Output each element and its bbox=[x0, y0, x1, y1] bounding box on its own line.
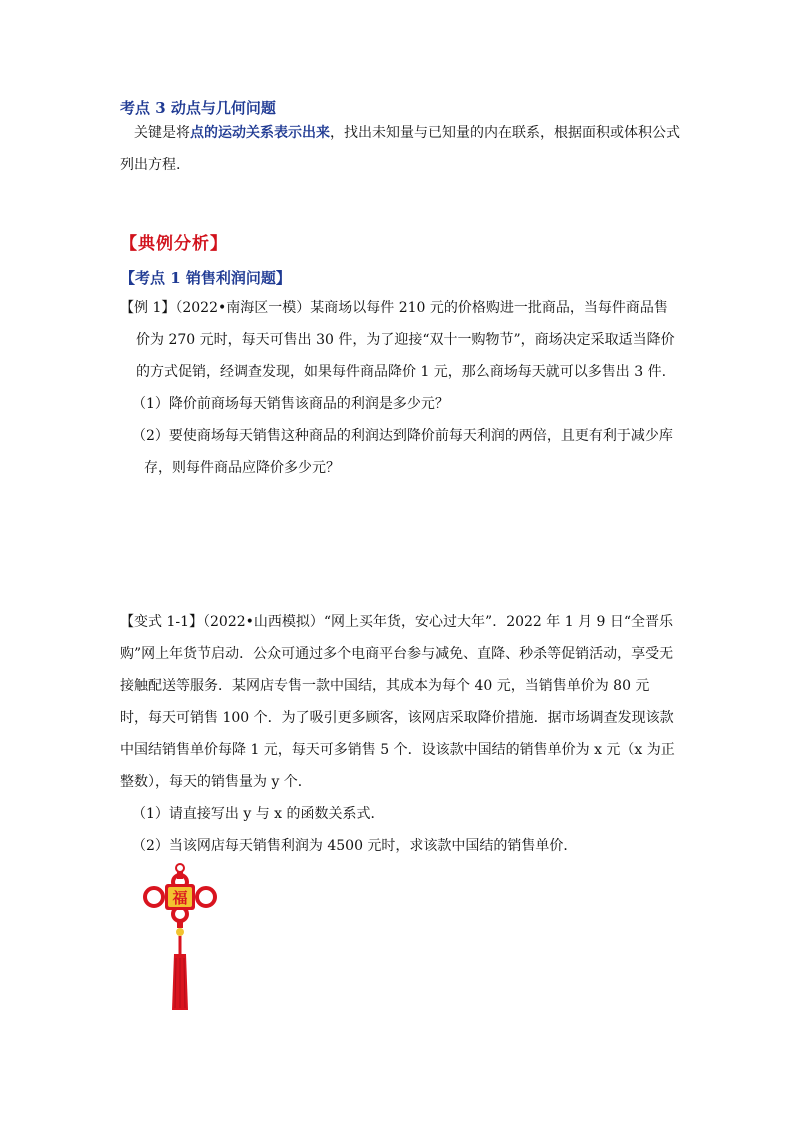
variant-1-1-label: 【变式 1-1】 bbox=[120, 614, 203, 630]
example-1 bbox=[120, 292, 676, 484]
variant-1-1-stem bbox=[120, 606, 676, 798]
kaodian3-pre: 关键是将 bbox=[134, 125, 190, 141]
sub-heading: 【考点 1 销售利润问题】 bbox=[120, 269, 291, 287]
kaodian3-title: 考点 3 动点与几何问题 bbox=[120, 99, 276, 117]
knot-character: 福 bbox=[172, 889, 188, 907]
kaodian3-highlight: 点的运动关系表示出来 bbox=[190, 125, 330, 141]
kaodian3-body bbox=[120, 117, 680, 181]
kaodian3-post: ，找出未知量与已知量的内在联系，根据面积或体积公式列出方程. bbox=[120, 125, 680, 173]
variant-1-1-question-1: （1）请直接写出 y 与 x 的函数关系式． bbox=[132, 806, 385, 822]
example-1-label: 【例 1】 bbox=[120, 300, 176, 316]
variant-1-1-question-2: （2）当该网店每天销售利润为 4500 元时，求该款中国结的销售单价． bbox=[132, 838, 578, 854]
example-1-question-2: （2）要使商场每天销售这种商品的利润达到降价前每天利润的两倍，且更有利于减少库存，则每件商品应降价多少元？ bbox=[132, 428, 673, 476]
knot-body bbox=[145, 875, 215, 921]
example-1-text: （2022•南海区一模）某商场以每件 210 元的价格购进一批商品，当每件商品售价为 270 元时，每天可售出 30 件，为了迎接“双十一购物节”，商场决定采取适当降价的方式促销，经调查发现，如果每件商品降价 1 元，那么商场每天就可以多售出 3 件. bbox=[136, 300, 675, 380]
variant-1-1-text: （2022•山西模拟）“网上买年货，安心过大年”．2022 年 1 月 9 日“全晋乐购”网上年货节启动．公众可通过多个电商平台参与减免、直降、秒杀等促销活动，享受无接触配送等服务．某网店专售一款中国结，其成本为每个 40 元，当销售单价为 80 元时，每天可销售 100 个．为了吸引更多顾客，该网店采取降价措施．据市场调查发现该款中国结销售单价每降 1 元，每天可多销售 5 个．设该款中国结的销售单价为 x 元（x 为正整数），每天的销售量为 y 个． bbox=[120, 614, 675, 790]
example-1-question-1: （1）降价前商场每天销售该商品的利润是多少元？ bbox=[132, 396, 449, 412]
knot-tassel bbox=[172, 920, 188, 1010]
example-1-stem bbox=[120, 292, 676, 388]
variant-1-1 bbox=[120, 606, 676, 862]
section-heading: 【典例分析】 bbox=[120, 234, 228, 254]
chinese-knot-image bbox=[140, 862, 220, 1012]
